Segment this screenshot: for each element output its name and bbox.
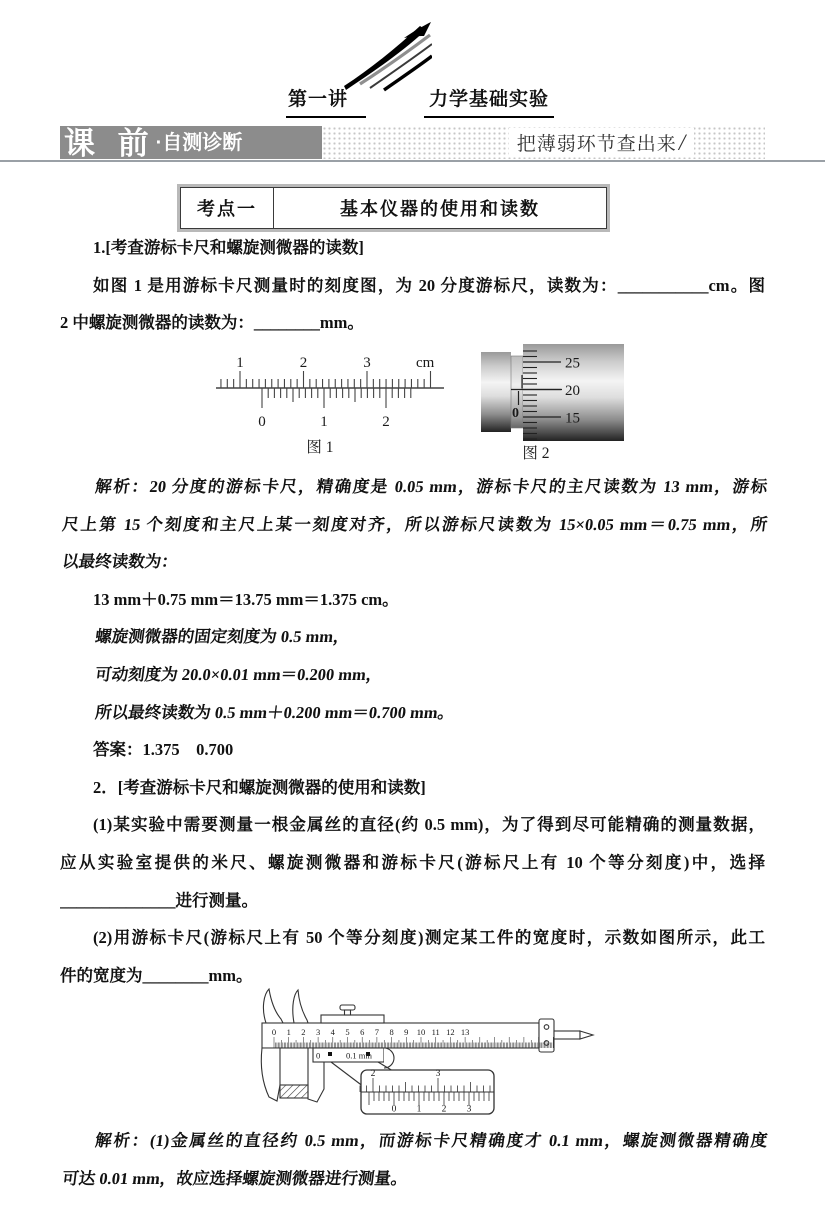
text-line: 解析：20 分度的游标卡尺，精确度是 0.05 mm，游标卡尺的主尺读数为 13 mm，游标 xyxy=(94,477,769,496)
thumb-roller xyxy=(384,1048,394,1068)
text-line: 13 mm＋0.75 mm＝13.75 mm＝1.375 cm。 xyxy=(93,589,399,609)
text-line: 可动刻度为 20.0×0.01 mm＝0.200 mm， xyxy=(94,664,384,684)
precision-label: 0.1 mm xyxy=(346,1050,372,1061)
answer-line: 答案：1.375 0.700 xyxy=(93,740,234,760)
text-line: 螺旋测微器的固定刻度为 0.5 mm， xyxy=(94,627,351,647)
figure-caliper xyxy=(236,986,598,1131)
text-line: 尺上第 15 个刻度和主尺上某一刻度对齐，所以游标尺读数为 15×0.05 mm＝0.75 mm，所 xyxy=(61,514,769,534)
svg-text:4: 4 xyxy=(330,1027,335,1037)
text-line: 所以最终读数为 0.5 mm＋0.200 mm＝0.700 mm。 xyxy=(94,702,456,722)
svg-text:1: 1 xyxy=(416,1104,422,1115)
svg-text:20: 20 xyxy=(565,383,580,399)
svg-text:7: 7 xyxy=(374,1027,380,1037)
svg-text:5: 5 xyxy=(345,1027,350,1037)
slider-zero-label: 0 xyxy=(316,1050,321,1061)
text-line: (2)用游标卡尺(游标尺上有 50 个等分刻度)测定某工件的宽度时，示数如图所示，此工 xyxy=(93,928,765,948)
lecture-number: 第一讲 xyxy=(286,84,366,118)
svg-text:0: 0 xyxy=(391,1104,397,1115)
banner-underline xyxy=(0,160,825,162)
topic-title: 基本仪器的使用和读数 xyxy=(340,199,540,219)
slash-mark: / xyxy=(678,130,687,155)
banner-dotted-area xyxy=(322,126,765,159)
svg-text:12: 12 xyxy=(446,1027,455,1037)
solution1-and-question2-text xyxy=(60,468,769,994)
svg-text:2: 2 xyxy=(301,1027,306,1037)
text-line: 如图 1 是用游标卡尺测量时的刻度图，为 20 分度游标尺，读数为：___________cm。图 xyxy=(93,275,765,295)
figure-micrometer xyxy=(476,344,636,467)
text-line: 2．[考查游标卡尺和螺旋测微器的使用和读数] xyxy=(93,777,426,797)
svg-text:9: 9 xyxy=(404,1027,409,1037)
fig1-caption: 图 1 xyxy=(306,439,334,456)
fig2-caption: 图 2 xyxy=(522,445,550,462)
svg-text:2: 2 xyxy=(299,355,308,371)
question1-text xyxy=(60,229,765,342)
svg-text:3: 3 xyxy=(435,1069,441,1079)
svg-text:0: 0 xyxy=(271,1027,277,1037)
svg-text:3: 3 xyxy=(363,355,371,371)
fig1-unit-label: cm xyxy=(416,355,435,371)
svg-text:8: 8 xyxy=(389,1027,394,1037)
section-banner xyxy=(60,126,765,159)
lock-screw-stem xyxy=(345,1010,351,1015)
text-line: 件的宽度为________mm。 xyxy=(60,965,253,985)
text-line: 1.[考查游标卡尺和螺旋测微器的读数] xyxy=(93,238,364,257)
svg-text:2: 2 xyxy=(382,414,390,430)
text-line: 2 中螺旋测微器的读数为：________mm。 xyxy=(60,313,364,333)
svg-text:13: 13 xyxy=(460,1027,470,1037)
text-line: 解析：(1)金属丝的直径约 0.5 mm，而游标卡尺精确度才 0.1 mm，螺旋测微器精确度 xyxy=(94,1131,769,1150)
swoosh-graphic xyxy=(344,22,432,92)
text-line: (1)某实验中需要测量一根金属丝的直径(约 0.5 mm)，为了得到尽可能精确的测量数据， xyxy=(93,815,765,835)
banner-title-rest: ·自测诊断 xyxy=(155,132,243,154)
caliper-upper-jaw-sliding xyxy=(293,990,308,1023)
banner-slogan: 把薄弱环节查出来/ xyxy=(509,128,694,157)
svg-text:10: 10 xyxy=(416,1027,426,1037)
depth-rod-tip xyxy=(580,1031,593,1039)
text-line: ______________进行测量。 xyxy=(60,890,258,910)
svg-text:2: 2 xyxy=(370,1069,376,1079)
lock-screw-cap xyxy=(340,1005,355,1010)
fig2-sleeve-zero: 0 xyxy=(512,406,519,421)
banner-title-big: 课 前 xyxy=(64,126,156,159)
solution2-text xyxy=(60,1122,769,1197)
workpiece-hatched xyxy=(280,1085,308,1098)
text-line: 以最终读数为： xyxy=(61,552,180,572)
svg-text:0: 0 xyxy=(258,414,266,430)
svg-text:3: 3 xyxy=(315,1027,321,1037)
figure-vernier-scale xyxy=(212,350,448,463)
slider-top-clamp xyxy=(321,1015,384,1023)
svg-text:11: 11 xyxy=(431,1027,440,1037)
caliper-lower-jaw-fixed xyxy=(261,1048,280,1101)
topic-label: 考点一 xyxy=(181,188,274,228)
svg-text:2: 2 xyxy=(441,1104,447,1115)
svg-text:6: 6 xyxy=(360,1027,365,1037)
svg-text:1: 1 xyxy=(286,1027,291,1037)
svg-text:3: 3 xyxy=(466,1104,472,1115)
text-line: 可达 0.01 mm，故应选择螺旋测微器进行测量。 xyxy=(61,1168,409,1188)
micrometer-frame xyxy=(481,352,511,432)
depth-rod xyxy=(554,1031,580,1039)
text-line: 应从实验室提供的米尺、螺旋测微器和游标卡尺(游标尺上有 10 个等分刻度)中，选择 xyxy=(60,852,765,872)
banner-title xyxy=(60,126,322,159)
topic-box xyxy=(180,187,607,229)
svg-text:1: 1 xyxy=(320,414,328,430)
svg-text:15: 15 xyxy=(565,410,580,427)
page-title: 力学基础实验 xyxy=(424,84,554,118)
caliper-upper-jaw-fixed xyxy=(263,989,283,1023)
svg-text:25: 25 xyxy=(565,355,580,372)
svg-text:1: 1 xyxy=(236,355,244,371)
